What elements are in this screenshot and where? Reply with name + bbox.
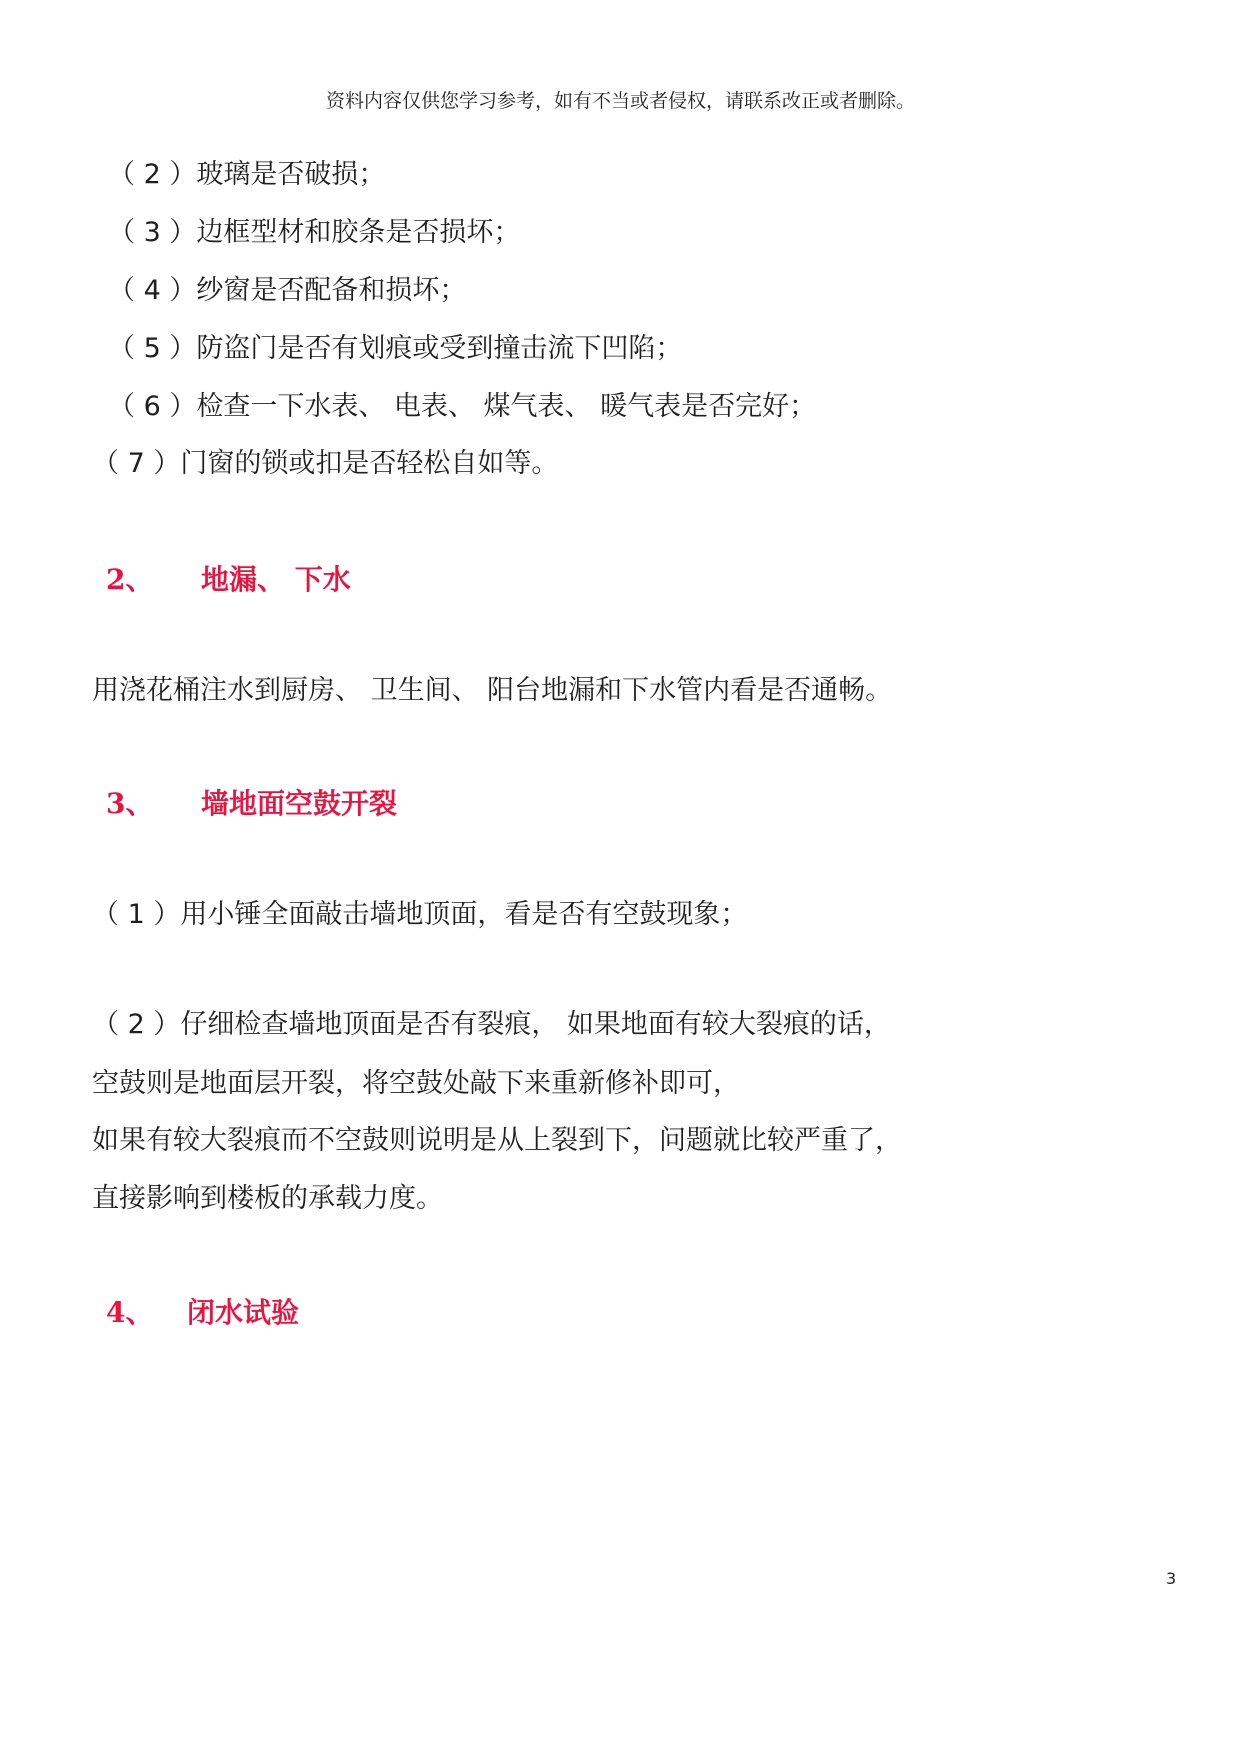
section-number: 3、 xyxy=(106,787,154,820)
section-heading xyxy=(106,558,351,598)
list-item: （ 1 ）用小锤全面敲击墙地顶面，看是否有空鼓现象； xyxy=(92,899,748,930)
disclaimer-header: 资料内容仅供您学习参考，如有不当或者侵权，请联系改正或者删除。 xyxy=(325,90,915,112)
section-title: 闭水试验 xyxy=(186,1296,299,1329)
paragraph-line: 直接影响到楼板的承载力度。 xyxy=(92,1183,443,1214)
list-item: （ 4 ）纱窗是否配备和损坏； xyxy=(108,275,467,306)
list-item: （ 6 ）检查一下水表、 电表、 煤气表、 暖气表是否完好； xyxy=(108,391,817,422)
section-heading xyxy=(106,782,397,822)
list-item: （ 5 ）防盗门是否有划痕或受到撞击流下凹陷； xyxy=(108,333,683,364)
page-number: 3 xyxy=(1166,1569,1177,1588)
list-item: （ 2 ）玻璃是否破损； xyxy=(108,159,386,190)
paragraph: 用浇花桶注水到厨房、 卫生间、 阳台地漏和下水管内看是否通畅。 xyxy=(92,675,893,706)
list-item: （ 3 ）边框型材和胶条是否损坏； xyxy=(108,217,521,248)
list-item: （ 7 ）门窗的锁或扣是否轻松自如等。 xyxy=(92,448,559,479)
paragraph-line: 如果有较大裂痕而不空鼓则说明是从上裂到下，问题就比较严重了， xyxy=(92,1125,902,1156)
section-title: 墙地面空鼓开裂 xyxy=(200,787,397,820)
paragraph-line: （ 2 ）仔细检查墙地顶面是否有裂痕， 如果地面有较大裂痕的话， xyxy=(92,1009,891,1040)
section-title: 地漏、 下水 xyxy=(200,563,351,596)
section-number: 2、 xyxy=(106,563,154,596)
section-number: 4、 xyxy=(106,1296,154,1329)
section-heading xyxy=(106,1291,299,1331)
paragraph-line: 空鼓则是地面层开裂，将空鼓处敲下来重新修补即可， xyxy=(92,1068,740,1099)
